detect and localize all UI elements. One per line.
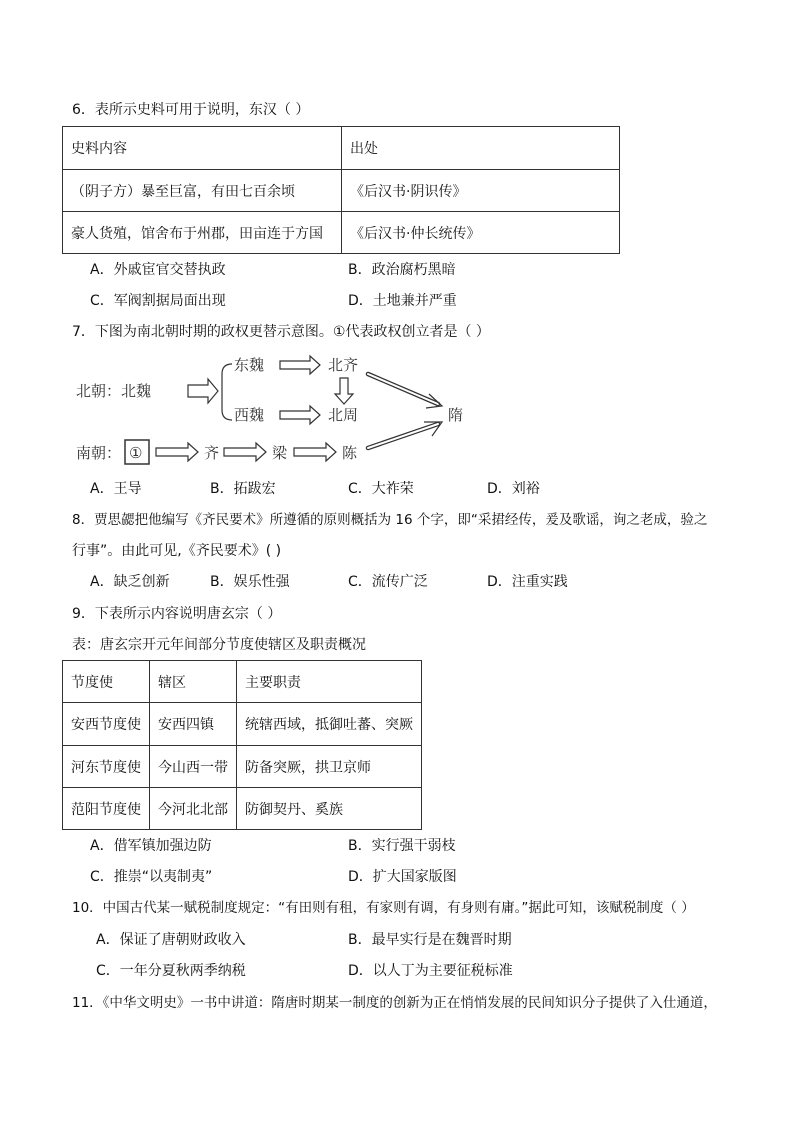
q9-cell: 范阳节度使 [63,788,150,830]
west-wei-to-north-zhou-arrow [280,406,320,424]
q9-header-commissioner: 节度使 [63,661,150,703]
q9-option-a[interactable]: A．借军镇加强边防 [90,838,212,854]
east-wei-to-north-qi-arrow [280,356,320,374]
q10-option-d[interactable]: D．以人丁为主要征税标准 [348,963,513,979]
q7-stem: 7．下图为南北朝时期的政权更替示意图。①代表政权创立者是（ ） [72,324,490,340]
q8-option-c[interactable]: C．流传广泛 [348,574,428,590]
q7-option-b[interactable]: B．拓跋宏 [210,481,276,497]
to-qi-arrow [156,443,198,461]
q6-option-c[interactable]: C．军阀割据局面出现 [90,293,226,309]
q9-cell: 安西节度使 [63,703,150,746]
q9-cell: 今河北北部 [150,788,237,830]
q10-option-a[interactable]: A．保证了唐朝财政收入 [96,932,246,948]
q7-option-a[interactable]: A．王导 [90,481,142,497]
q6-stem: 6．表所示史料可用于说明，东汉（ ） [72,102,310,118]
q6-cell: 《后汉书·阴识传》 [342,170,620,212]
qi-to-liang-arrow [224,443,266,461]
qi-label: 齐 [204,444,220,462]
q9-stem: 9．下表所示内容说明唐玄宗（ ） [72,606,282,622]
q9-option-b[interactable]: B．实行强干弱枝 [348,838,456,854]
q6-header-source: 出处 [342,127,620,170]
q11-stem: 11．《中华文明史》一书中讲道：隋唐时期某一制度的创新为正在悄悄发展的民间知识分子提供了入仕通道， [72,995,717,1011]
q9-header-territory: 辖区 [150,661,237,703]
west-wei-label: 西魏 [234,406,265,424]
north-qi-to-north-zhou-arrow [335,378,353,404]
south-label: 南朝： [76,444,122,462]
q9-cell: 统辖西域，抵御吐蕃、突厥 [237,703,422,746]
liang-label: 梁 [272,444,288,462]
q10-option-c[interactable]: C．一年分夏秋两季纳税 [96,963,246,979]
q8-stem-line1: 8．贾思勰把他编写《齐民要术》所遵循的原则概括为 16 个字，即“采捃经传，爰及歌谣，询之老成，验之 [72,512,708,528]
north-qi-label: 北齐 [328,356,359,374]
q8-option-b[interactable]: B．娱乐性强 [210,574,290,590]
q6-option-b[interactable]: B．政治腐朽黑暗 [348,262,456,278]
q9-option-c[interactable]: C．推崇“以夷制夷” [90,869,213,885]
q9-cell: 安西四镇 [150,703,237,746]
split-brace [222,364,232,420]
east-wei-label: 东魏 [234,356,265,374]
marker-circle-one: ① [129,444,143,462]
liang-to-chen-arrow [294,443,336,461]
fork-arrow [188,379,218,403]
q6-cell: 《后汉书·仲长统传》 [342,212,620,254]
q7-option-d[interactable]: D．刘裕 [487,481,540,497]
q8-option-a[interactable]: A．缺乏创新 [90,574,170,590]
q9-cell: 防备突厥，拱卫京师 [237,746,422,788]
q6-cell: （阴子方）暴至巨富，有田七百余顷 [63,170,342,212]
q6-option-a[interactable]: A．外戚宦官交替执政 [90,262,226,278]
q9-cell: 河东节度使 [63,746,150,788]
q10-option-b[interactable]: B．最早实行是在魏晋时期 [348,932,512,948]
north-zhou-label: 北周 [328,406,359,424]
q9-cell: 防御契丹、奚族 [237,788,422,830]
q9-header-duties: 主要职责 [237,661,422,703]
q6-cell: 豪人货殖，馆舍布于州郡，田亩连于方国 [63,212,342,254]
q8-stem-line2: 行事”。由此可见,《齐民要术》( ) [72,543,282,559]
sui-label: 隋 [448,406,464,424]
q10-stem: 10．中国古代某一赋税制度规定：“有田则有租，有家则有调，有身则有庸。”据此可知，该赋税制度（ ） [72,900,695,916]
q9-table-caption: 表：唐玄宗开元年间部分节度使辖区及职责概况 [72,637,366,653]
q8-option-d[interactable]: D．注重实践 [487,574,568,590]
q6-header-content: 史料内容 [63,127,342,170]
q9-option-d[interactable]: D．扩大国家版图 [348,869,457,885]
north-label: 北朝：北魏 [76,382,152,400]
dynasty-succession-diagram [72,352,472,470]
q6-option-d[interactable]: D．土地兼并严重 [348,293,457,309]
q7-option-c[interactable]: C．大祚荣 [348,481,414,497]
q6-table [62,126,620,254]
chen-label: 陈 [342,444,358,462]
q9-cell: 今山西一带 [150,746,237,788]
q9-table [62,660,422,830]
